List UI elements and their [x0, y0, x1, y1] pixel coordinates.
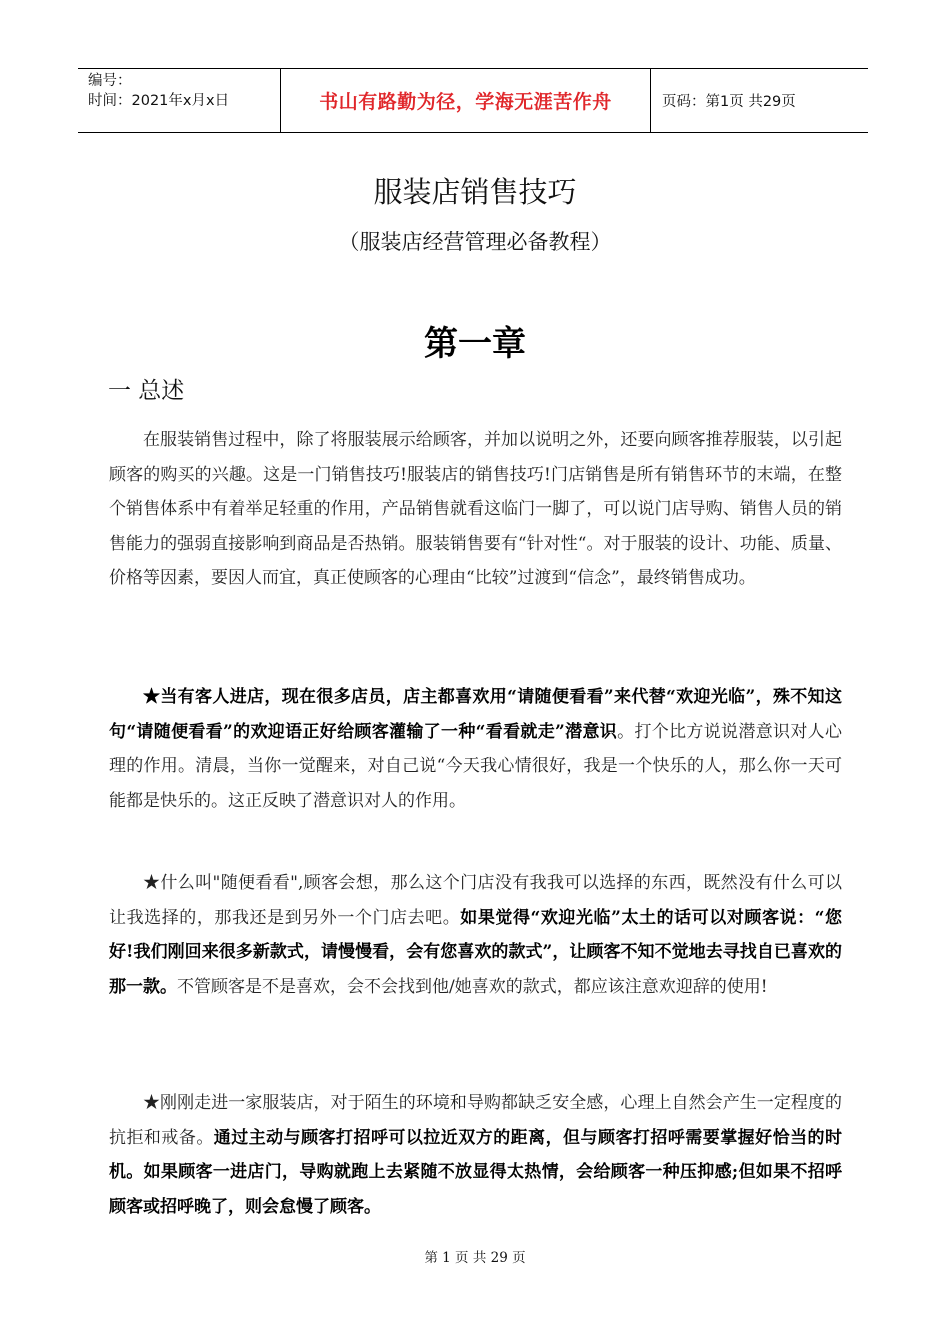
- page-footer: 第 1 页 共 29 页: [424, 1250, 526, 1266]
- paragraph-welcome-bold: ★当有客人进店，现在很多店员，店主都喜欢用“请随便看看”来代替“欢迎光临”，殊不知这句“请随便看看”的欢迎语正好给顾客灌输了一种“看看就走”潜意识: [109, 687, 842, 742]
- paragraph-welcome-text: 。打个比方说说潜意识对人心理的作用。清晨，当你一觉醒来，对自己说“今天我心情很好，我是一个快乐的人，那么你一天可能都是快乐的。这正反映了潜意识对人的作用。: [109, 721, 842, 811]
- motto: 书山有路勤为径，学海无涯苦作舟: [319, 91, 612, 113]
- paragraph-welcome: [109, 680, 842, 818]
- paragraph-casual-look: [109, 866, 842, 1004]
- document-subtitle: （服装店经营管理必备教程）: [338, 230, 612, 254]
- paragraph-intro: 在服装销售过程中，除了将服装展示给顾客，并加以说明之外，还要向顾客推荐服装，以引起顾客的购买的兴趣。这是一门销售技巧!服装店的销售技巧!门店销售是所有销售环节的末端，在整个销售体系中有着举足轻重的作用，产品销售就看这临门一脚了，可以说门店导购、销售人员的销售能力的强弱直接影响到商品是否热销。服装销售要有“针对性“。对于服装的设计、功能、质量、价格等因素，要因人而宜，真正使顾客的心理由“比较”过渡到“信念”，最终销售成功。: [109, 430, 842, 588]
- header-table: [78, 68, 868, 133]
- paragraph-greeting-bold: 通过主动与顾客打招呼可以拉近双方的距离，但与顾客打招呼需要掌握好恰当的时机。如果顾客一进店门，导购就跑上去紧随不放显得太热情，会给顾客一种压抑感;但如果不招呼顾客或招呼晚了，则会怠慢了顾客。: [109, 1127, 842, 1217]
- number-label: 编号：: [88, 73, 132, 89]
- chapter-heading: 第一章: [424, 324, 526, 364]
- document-title: 服装店销售技巧: [373, 175, 577, 209]
- paragraph-casual-look-text: ★什么叫"随便看看",顾客会想，那么这个门店没有我我可以选择的东西，既然没有什么可以让我选择的，那我还是到另外一个门店去吧。: [109, 873, 842, 928]
- paragraph-casual-look-tail: 不管顾客是不是喜欢，会不会找到他/她喜欢的款式，都应该注意欢迎辞的使用!: [177, 976, 768, 997]
- header-motto-cell: [280, 69, 651, 132]
- section-heading: 一 总述: [108, 378, 185, 404]
- paragraph-greeting-text: ★刚刚走进一家服装店，对于陌生的环境和导购都缺乏安全感，心理上自然会产生一定程度的抗拒和戒备。: [109, 1093, 842, 1148]
- paragraph-casual-look-bold: 如果觉得“欢迎光临”太土的话可以对顾客说：“您好!我们刚回来很多新款式，请慢慢看，会有您喜欢的款式”，让顾客不知不觉地去寻找自已喜欢的那一款。: [109, 907, 842, 997]
- page-info: 页码：第1页 共29页: [662, 94, 796, 110]
- paragraph-greeting: [109, 1086, 842, 1224]
- header-meta: [78, 69, 280, 132]
- time-label: 时间：2021年x月x日: [88, 93, 230, 109]
